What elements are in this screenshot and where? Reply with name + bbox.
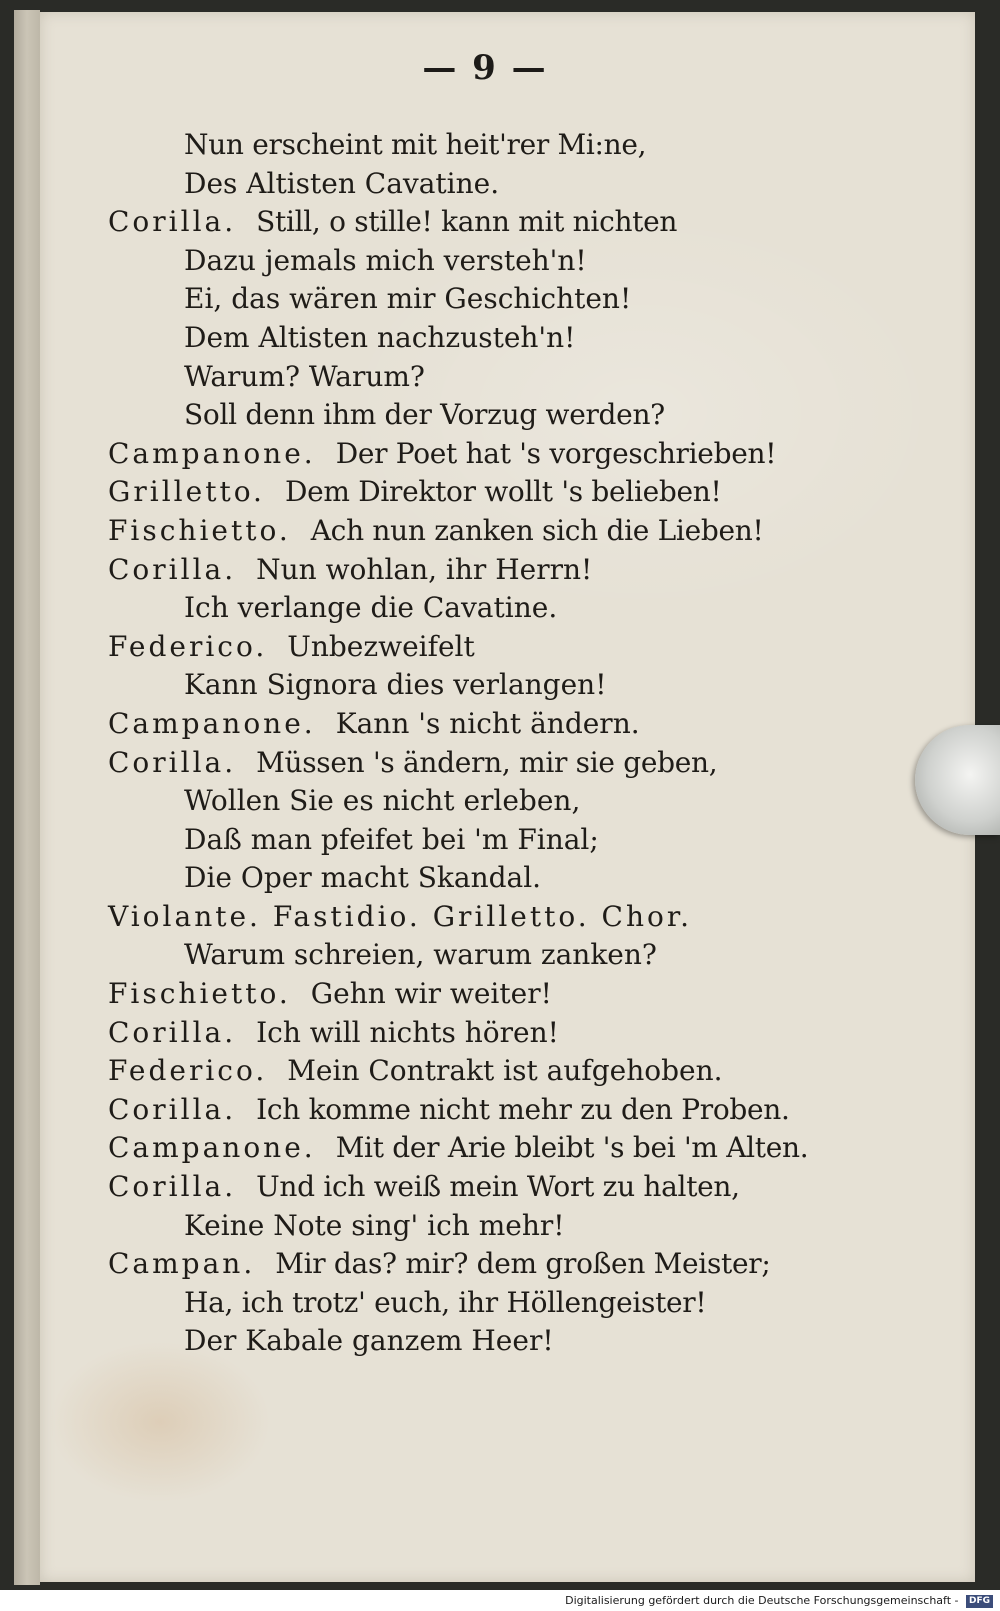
speaker-name: Campanone. <box>108 436 316 470</box>
text-line <box>108 628 868 667</box>
text-line <box>108 358 868 397</box>
verse-text: Warum schreien, warum zanken? <box>184 938 657 972</box>
text-line <box>108 551 868 590</box>
verse-text: Nun erscheint mit heit'rer Mi:ne, <box>184 128 647 161</box>
verse-text: Still, o stille! kann mit nichten <box>256 205 678 239</box>
text-line <box>108 1129 868 1168</box>
verse-text: Die Oper macht Skandal. <box>184 861 542 895</box>
text-line <box>108 435 868 474</box>
verse-text: Dem Direktor wollt 's belieben! <box>284 475 722 509</box>
speaker-name: Corilla. <box>108 1170 237 1204</box>
text-line <box>108 821 868 860</box>
text-line <box>108 473 868 512</box>
text-line <box>108 936 868 975</box>
text-line <box>108 242 868 281</box>
verse-text: Ich verlange die Cavatine. <box>184 591 558 625</box>
verse-text: Dem Altisten nachzusteh'n! <box>184 320 576 354</box>
footer-credit-text: Digitalisierung gefördert durch die Deutsche Forschungsgemeinschaft - <box>565 1594 959 1607</box>
verse-text: Wollen Sie es nicht erleben, <box>184 784 581 818</box>
verse-text: Der Kabale ganzem Heer! <box>184 1324 554 1358</box>
verse-text: Warum? Warum? <box>184 359 425 393</box>
text-line <box>108 898 868 937</box>
speaker-name: Corilla. <box>108 205 237 239</box>
text-line <box>108 859 868 898</box>
text-line <box>108 744 868 783</box>
speaker-name: Corilla. <box>108 745 237 779</box>
verse-text: Soll denn ihm der Vorzug werden? <box>184 398 665 432</box>
text-line <box>108 1014 868 1053</box>
text-line <box>108 1207 868 1246</box>
verse-text: Daß man pfeifet bei 'm Final; <box>184 822 599 856</box>
text-line <box>108 396 868 435</box>
page-number: — 9 — <box>422 48 548 88</box>
speaker-name: Fischietto. <box>108 977 291 1011</box>
verse-text: Mein Contrakt ist aufgehoben. <box>287 1054 723 1088</box>
verse-text: Unbezweifelt <box>287 629 475 663</box>
text-line <box>108 126 868 165</box>
footer-credit <box>0 1591 993 1611</box>
text-line <box>108 1168 868 1207</box>
speaker-name: Fischietto. <box>108 513 291 547</box>
speaker-name: Campanone. <box>108 1131 316 1165</box>
text-line <box>108 975 868 1014</box>
speaker-name: Grilletto. <box>108 475 265 509</box>
verse-text: Ei, das wären mir Geschichten! <box>184 282 632 316</box>
speaker-name: Corilla. <box>108 1092 237 1126</box>
text-line <box>108 1052 868 1091</box>
text-line <box>108 1284 868 1323</box>
verse-text: Gehn wir weiter! <box>310 977 552 1011</box>
verse-text: Müssen 's ändern, mir sie geben, <box>256 745 718 779</box>
book-spine <box>14 10 40 1585</box>
text-line <box>108 1245 868 1284</box>
speaker-name: Violante. Fastidio. Grilletto. Chor. <box>108 899 693 933</box>
speaker-name: Corilla. <box>108 1015 237 1049</box>
speaker-name: Federico. <box>108 1054 268 1088</box>
verse-text: Der Poet hat 's vorgeschrieben! <box>335 436 777 470</box>
verse-text: Kann 's nicht ändern. <box>335 706 640 740</box>
verse-text: Ich will nichts hören! <box>256 1015 559 1049</box>
dfg-logo: DFG <box>966 1595 993 1608</box>
verse-text: Und ich weiß mein Wort zu halten, <box>256 1170 740 1204</box>
verse-text: Dazu jemals mich versteh'n! <box>184 243 587 277</box>
text-line <box>108 589 868 628</box>
text-line <box>108 280 868 319</box>
verse-text: Kann Signora dies verlangen! <box>184 668 607 702</box>
speaker-name: Federico. <box>108 629 268 663</box>
text-line <box>108 782 868 821</box>
verse-text: Keine Note sing' ich mehr! <box>184 1208 565 1242</box>
verse-text: Mir das? mir? dem großen Meister; <box>275 1247 771 1281</box>
text-line <box>108 165 868 204</box>
verse-text: Ich komme nicht mehr zu den Proben. <box>256 1092 790 1126</box>
text-line <box>108 666 868 705</box>
text-line <box>108 1091 868 1130</box>
speaker-name: Corilla. <box>108 552 237 586</box>
text-line <box>108 319 868 358</box>
text-line <box>108 1322 868 1361</box>
verse-text: Ha, ich trotz' euch, ihr Höllengeister! <box>184 1285 707 1319</box>
libretto-text <box>108 126 868 1361</box>
speaker-name: Campanone. <box>108 706 316 740</box>
verse-text: Des Altisten Cavatine. <box>184 166 500 200</box>
text-line <box>108 512 868 551</box>
verse-text: Nun wohlan, ihr Herrn! <box>256 552 593 586</box>
speaker-name: Campan. <box>108 1247 256 1281</box>
verse-text: Ach nun zanken sich die Lieben! <box>310 513 764 547</box>
verse-text: Mit der Arie bleibt 's bei 'm Alten. <box>335 1131 809 1165</box>
text-line <box>108 203 868 242</box>
text-line <box>108 705 868 744</box>
